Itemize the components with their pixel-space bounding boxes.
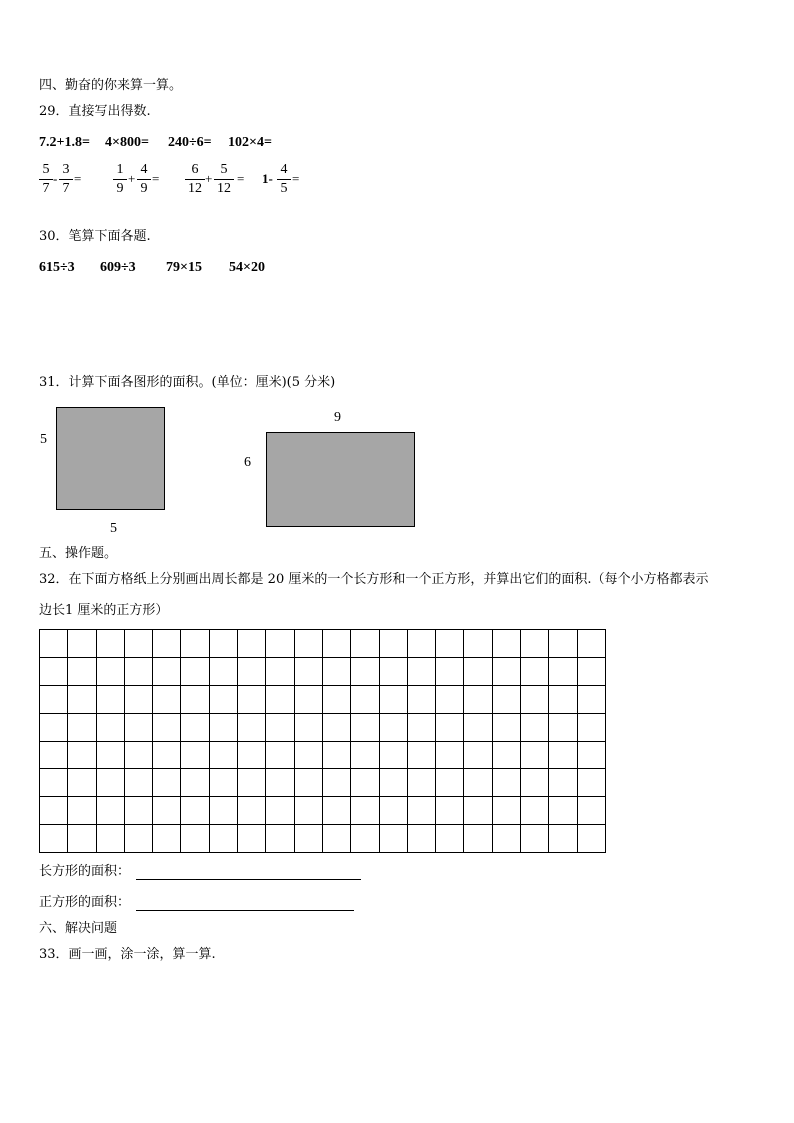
grid-cell[interactable] [238, 742, 266, 770]
grid-cell[interactable] [493, 797, 521, 825]
grid-cell[interactable] [295, 686, 323, 714]
grid-cell[interactable] [351, 742, 379, 770]
grid-cell[interactable] [578, 769, 606, 797]
square-area-answer-line[interactable] [136, 896, 354, 911]
section-4-heading: 四、勤奋的你来算一算。 [39, 78, 183, 93]
grid-cell[interactable] [408, 686, 436, 714]
graph-paper-grid[interactable] [39, 629, 606, 853]
grid-cell[interactable] [436, 630, 464, 658]
grid-cell[interactable] [351, 658, 379, 686]
grid-cell[interactable] [549, 825, 577, 853]
grid-cell[interactable] [97, 769, 125, 797]
grid-cell[interactable] [40, 658, 68, 686]
grid-cell[interactable] [125, 769, 153, 797]
grid-cell[interactable] [351, 686, 379, 714]
grid-cell[interactable] [464, 742, 492, 770]
grid-cell[interactable] [97, 658, 125, 686]
grid-cell[interactable] [380, 797, 408, 825]
grid-cell[interactable] [238, 769, 266, 797]
denominator: 12 [217, 181, 231, 196]
grid-cell[interactable] [97, 742, 125, 770]
grid-cell[interactable] [380, 714, 408, 742]
grid-cell[interactable] [549, 658, 577, 686]
numerator: 5 [42, 162, 50, 177]
grid-cell[interactable] [97, 686, 125, 714]
grid-cell[interactable] [493, 825, 521, 853]
grid-cell[interactable] [125, 714, 153, 742]
grid-cell[interactable] [40, 769, 68, 797]
grid-cell[interactable] [238, 714, 266, 742]
grid-cell[interactable] [578, 797, 606, 825]
grid-cell[interactable] [295, 658, 323, 686]
grid-cell[interactable] [68, 769, 96, 797]
operator: + [128, 171, 136, 186]
grid-cell[interactable] [97, 714, 125, 742]
grid-cell[interactable] [351, 769, 379, 797]
grid-cell[interactable] [295, 825, 323, 853]
grid-cell[interactable] [210, 825, 238, 853]
grid-cell[interactable] [266, 825, 294, 853]
square-area-label: 正方形的面积： [39, 895, 131, 910]
grid-cell[interactable] [521, 825, 549, 853]
grid-cell[interactable] [408, 797, 436, 825]
grid-cell[interactable] [210, 686, 238, 714]
grid-cell[interactable] [323, 742, 351, 770]
grid-cell[interactable] [380, 658, 408, 686]
grid-cell[interactable] [380, 630, 408, 658]
rectangle-width-label: 9 [334, 410, 341, 425]
grid-cell[interactable] [181, 658, 209, 686]
grid-cell[interactable] [68, 825, 96, 853]
grid-cell[interactable] [40, 797, 68, 825]
grid-cell[interactable] [549, 769, 577, 797]
grid-cell[interactable] [380, 742, 408, 770]
grid-cell[interactable] [464, 714, 492, 742]
grid-cell[interactable] [125, 797, 153, 825]
grid-cell[interactable] [68, 630, 96, 658]
grid-cell[interactable] [521, 714, 549, 742]
rectangle-figure [266, 432, 415, 527]
question-32-line-2: 边长1 厘米的正方形） [39, 603, 169, 618]
grid-cell[interactable] [266, 769, 294, 797]
grid-cell[interactable] [493, 714, 521, 742]
grid-cell[interactable] [153, 769, 181, 797]
grid-cell[interactable] [323, 658, 351, 686]
grid-cell[interactable] [68, 686, 96, 714]
grid-cell[interactable] [266, 686, 294, 714]
grid-cell[interactable] [549, 630, 577, 658]
grid-cell[interactable] [238, 658, 266, 686]
denominator: 7 [62, 181, 70, 196]
grid-cell[interactable] [181, 797, 209, 825]
q30-item-4: 54×20 [229, 260, 265, 275]
square-figure [56, 407, 165, 510]
grid-cell[interactable] [493, 630, 521, 658]
grid-cell[interactable] [351, 714, 379, 742]
q30-item-3: 79×15 [166, 260, 202, 275]
grid-cell[interactable] [549, 686, 577, 714]
grid-cell[interactable] [549, 742, 577, 770]
grid-cell[interactable] [521, 769, 549, 797]
grid-cell[interactable] [493, 742, 521, 770]
grid-cell[interactable] [464, 769, 492, 797]
grid-cell[interactable] [408, 769, 436, 797]
grid-cell[interactable] [408, 825, 436, 853]
grid-cell[interactable] [295, 769, 323, 797]
grid-cell[interactable] [323, 797, 351, 825]
grid-cell[interactable] [464, 658, 492, 686]
grid-cell[interactable] [295, 797, 323, 825]
grid-cell[interactable] [464, 686, 492, 714]
grid-cell[interactable] [493, 769, 521, 797]
grid-cell[interactable] [436, 769, 464, 797]
grid-cell[interactable] [266, 630, 294, 658]
grid-cell[interactable] [436, 686, 464, 714]
grid-cell[interactable] [436, 825, 464, 853]
grid-cell[interactable] [578, 714, 606, 742]
grid-cell[interactable] [578, 630, 606, 658]
grid-cell[interactable] [266, 658, 294, 686]
numerator: 4 [280, 162, 288, 177]
fraction-a [39, 162, 53, 197]
grid-cell[interactable] [521, 630, 549, 658]
question-31-title: 31．计算下面各图形的面积。(单位：厘米)(5 分米) [39, 375, 336, 390]
grid-cell[interactable] [210, 797, 238, 825]
fraction-b [59, 162, 73, 197]
grid-cell[interactable] [153, 630, 181, 658]
grid-cell[interactable] [181, 825, 209, 853]
grid-cell[interactable] [521, 658, 549, 686]
section-5-heading: 五、操作题。 [39, 546, 118, 561]
grid-cell[interactable] [521, 797, 549, 825]
denominator: 12 [188, 181, 202, 196]
grid-cell[interactable] [266, 797, 294, 825]
grid-cell[interactable] [125, 630, 153, 658]
grid-cell[interactable] [295, 714, 323, 742]
grid-cell[interactable] [493, 658, 521, 686]
operator: - [53, 171, 58, 186]
grid-cell[interactable] [238, 797, 266, 825]
grid-cell[interactable] [181, 630, 209, 658]
grid-cell[interactable] [210, 742, 238, 770]
grid-cell[interactable] [40, 630, 68, 658]
grid-cell[interactable] [40, 825, 68, 853]
grid-cell[interactable] [380, 769, 408, 797]
grid-cell[interactable] [125, 825, 153, 853]
grid-cell[interactable] [380, 825, 408, 853]
grid-cell[interactable] [181, 742, 209, 770]
grid-cell[interactable] [125, 658, 153, 686]
grid-cell[interactable] [238, 686, 266, 714]
q29-expr-1: 7.2+1.8= [39, 135, 90, 150]
q29-expr-2: 4×800= [105, 135, 149, 150]
grid-cell[interactable] [493, 686, 521, 714]
square-side-label-left: 5 [40, 432, 47, 447]
question-30-title: 30．笔算下面各题. [39, 229, 151, 244]
denominator: 5 [280, 181, 288, 196]
grid-cell[interactable] [68, 742, 96, 770]
fraction-a [113, 162, 127, 197]
square-side-label-bottom: 5 [110, 521, 117, 536]
numerator: 3 [62, 162, 70, 177]
grid-cell[interactable] [125, 742, 153, 770]
grid-cell[interactable] [323, 825, 351, 853]
grid-cell[interactable] [436, 658, 464, 686]
grid-cell[interactable] [323, 769, 351, 797]
grid-cell[interactable] [323, 686, 351, 714]
grid-cell[interactable] [181, 714, 209, 742]
q29-expr-3: 240÷6= [168, 135, 212, 150]
minuend: 1- [262, 171, 273, 186]
grid-cell[interactable] [153, 686, 181, 714]
grid-cell[interactable] [97, 630, 125, 658]
grid-cell[interactable] [521, 742, 549, 770]
question-32-line-1: 32．在下面方格纸上分别画出周长都是 20 厘米的一个长方形和一个正方形，并算出它们的面积.（每个小方格都表示 [39, 572, 709, 587]
q30-item-1: 615÷3 [39, 260, 75, 275]
question-29-title: 29．直接写出得数. [39, 104, 151, 119]
numerator: 1 [116, 162, 124, 177]
grid-cell[interactable] [153, 714, 181, 742]
equals-sign: = [74, 171, 82, 186]
grid-cell[interactable] [40, 742, 68, 770]
grid-cell[interactable] [153, 658, 181, 686]
rectangle-area-label: 长方形的面积： [39, 864, 131, 879]
grid-cell[interactable] [549, 797, 577, 825]
grid-cell[interactable] [210, 658, 238, 686]
grid-cell[interactable] [153, 825, 181, 853]
grid-cell[interactable] [210, 769, 238, 797]
grid-cell[interactable] [153, 797, 181, 825]
q30-item-2: 609÷3 [100, 260, 136, 275]
section-6-heading: 六、解决问题 [39, 921, 118, 936]
operator: + [205, 171, 213, 186]
grid-cell[interactable] [295, 630, 323, 658]
grid-cell[interactable] [549, 714, 577, 742]
grid-cell[interactable] [464, 825, 492, 853]
grid-cell[interactable] [436, 714, 464, 742]
grid-cell[interactable] [266, 714, 294, 742]
question-33-title: 33．画一画，涂一涂，算一算. [39, 947, 216, 962]
denominator: 9 [140, 181, 148, 196]
grid-cell[interactable] [464, 630, 492, 658]
grid-cell[interactable] [351, 797, 379, 825]
grid-cell[interactable] [578, 825, 606, 853]
grid-cell[interactable] [578, 742, 606, 770]
rectangle-height-label: 6 [244, 455, 251, 470]
grid-cell[interactable] [68, 797, 96, 825]
grid-cell[interactable] [210, 714, 238, 742]
grid-cell[interactable] [351, 825, 379, 853]
grid-cell[interactable] [40, 686, 68, 714]
numerator: 6 [191, 162, 199, 177]
grid-cell[interactable] [578, 686, 606, 714]
grid-cell[interactable] [266, 742, 294, 770]
grid-cell[interactable] [408, 630, 436, 658]
rectangle-area-answer-line[interactable] [136, 865, 361, 880]
grid-cell[interactable] [436, 797, 464, 825]
numerator: 5 [220, 162, 228, 177]
grid-cell[interactable] [97, 797, 125, 825]
grid-cell[interactable] [68, 714, 96, 742]
equals-sign: = [152, 171, 160, 186]
grid-cell[interactable] [40, 714, 68, 742]
grid-cell[interactable] [97, 825, 125, 853]
fraction-a [185, 162, 205, 197]
grid-cell[interactable] [238, 630, 266, 658]
grid-cell[interactable] [153, 742, 181, 770]
grid-cell[interactable] [408, 742, 436, 770]
grid-cell[interactable] [351, 630, 379, 658]
grid-cell[interactable] [408, 714, 436, 742]
grid-cell[interactable] [238, 825, 266, 853]
grid-cell[interactable] [521, 686, 549, 714]
numerator: 4 [140, 162, 148, 177]
denominator: 9 [116, 181, 124, 196]
equals-sign: = [237, 171, 245, 186]
fraction-b [277, 162, 291, 197]
grid-cell[interactable] [210, 630, 238, 658]
grid-cell[interactable] [464, 797, 492, 825]
grid-cell[interactable] [380, 686, 408, 714]
denominator: 7 [42, 181, 50, 196]
grid-cell[interactable] [125, 686, 153, 714]
grid-cell[interactable] [578, 658, 606, 686]
grid-cell[interactable] [408, 658, 436, 686]
grid-cell[interactable] [68, 658, 96, 686]
fraction-b [137, 162, 151, 197]
grid-cell[interactable] [181, 686, 209, 714]
grid-cell[interactable] [323, 630, 351, 658]
equals-sign: = [292, 171, 300, 186]
grid-cell[interactable] [295, 742, 323, 770]
grid-cell[interactable] [323, 714, 351, 742]
grid-cell[interactable] [436, 742, 464, 770]
fraction-b [214, 162, 234, 197]
grid-cell[interactable] [181, 769, 209, 797]
q29-expr-4: 102×4= [228, 135, 272, 150]
